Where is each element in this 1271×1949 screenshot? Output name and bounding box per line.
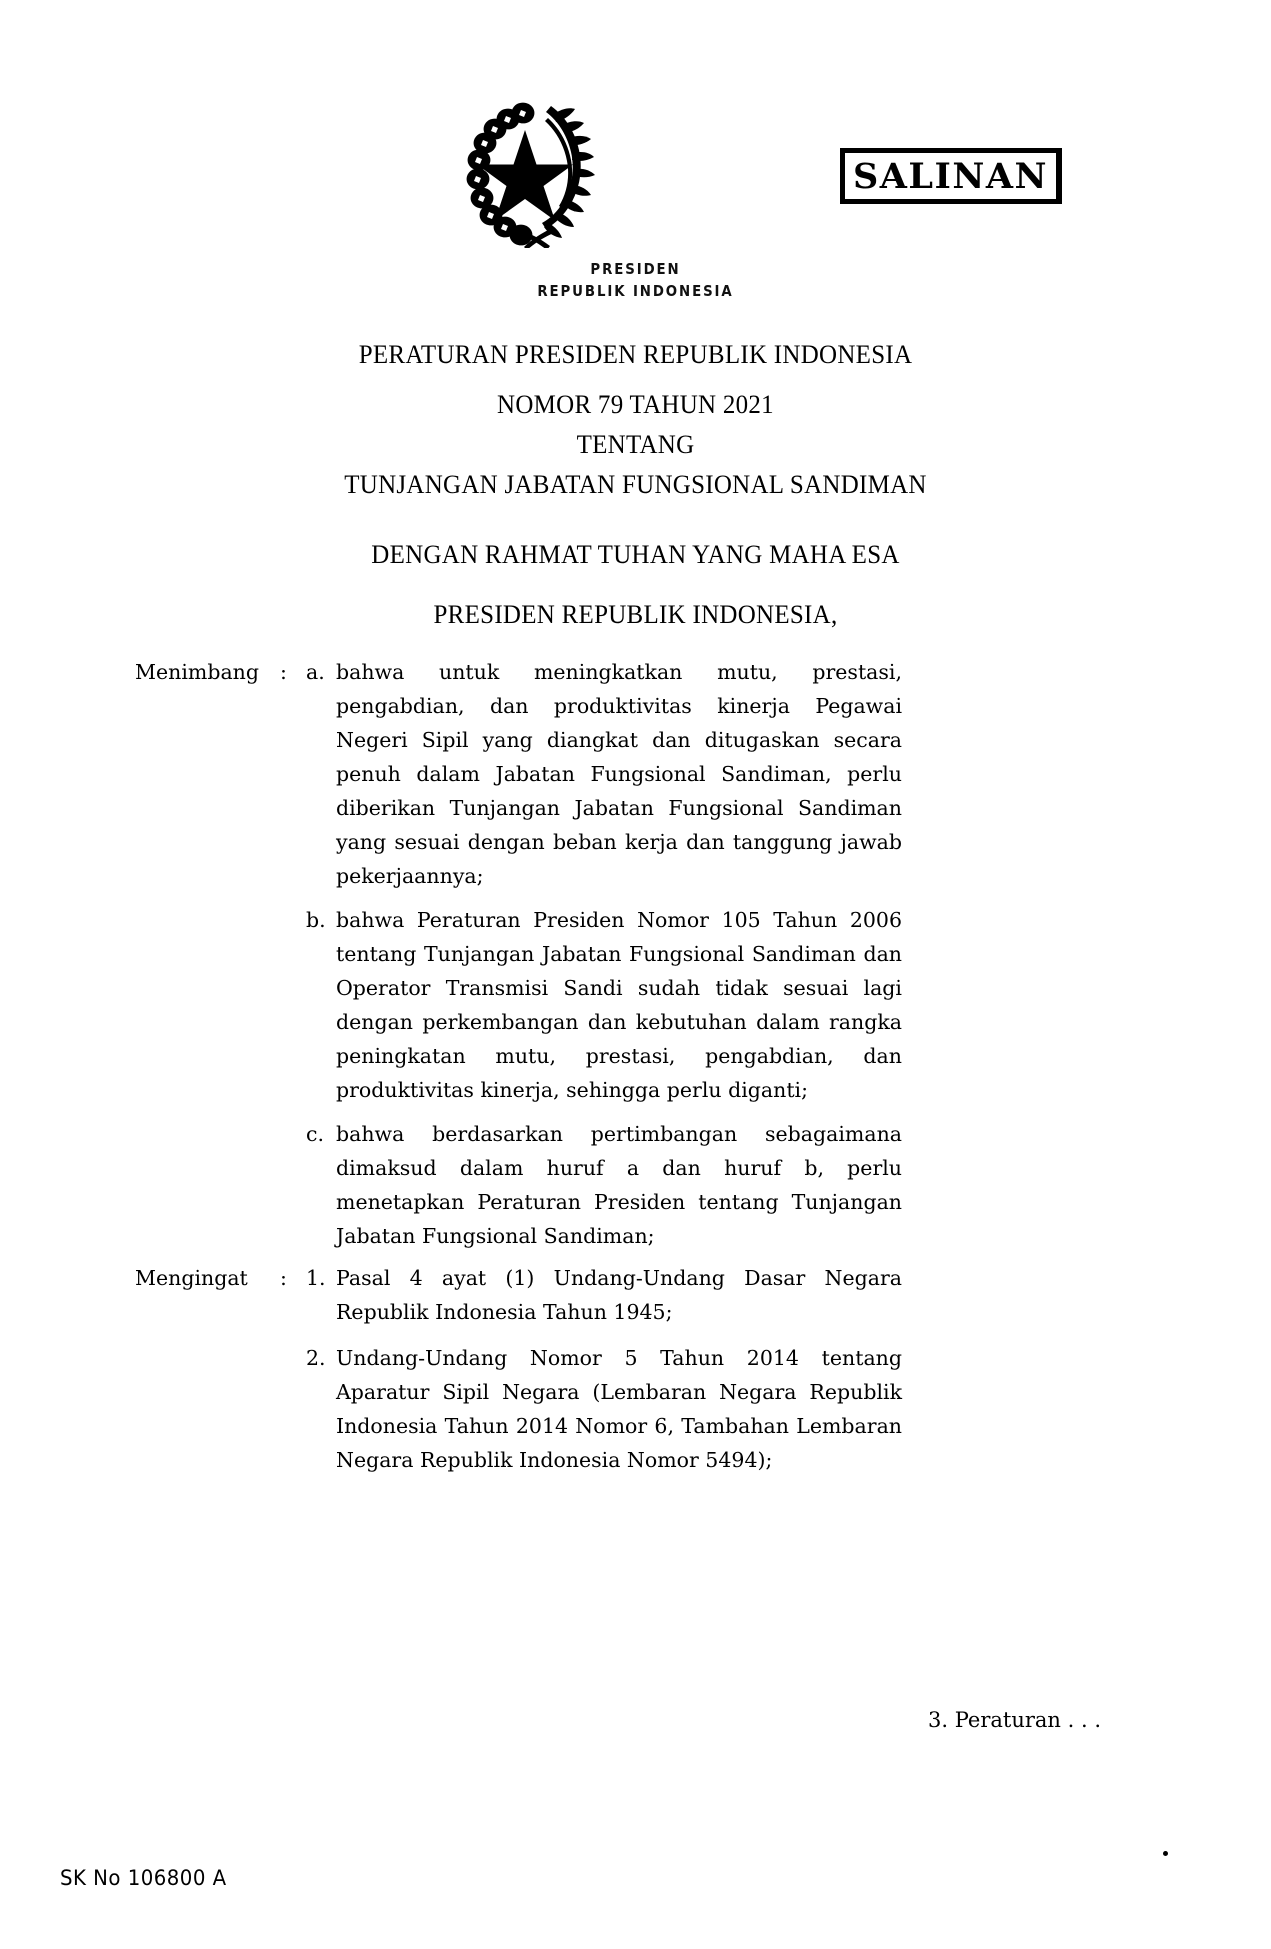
- menimbang-item-c: [306, 1117, 1271, 1253]
- document-masthead: [0, 96, 1271, 326]
- list-marker: 2.: [306, 1346, 326, 1370]
- clause-menimbang: [0, 655, 1271, 893]
- salinan-stamp-box: [840, 148, 1062, 204]
- org-name-line-2: REPUBLIK INDONESIA: [537, 282, 734, 300]
- clause-colon-mengingat: :: [280, 1266, 287, 1290]
- menimbang-item-b: [306, 903, 1271, 1107]
- list-marker: b.: [306, 908, 326, 932]
- presidential-emblem-icon: [455, 96, 595, 248]
- title-line-issuer: PRESIDEN REPUBLIK INDONESIA,: [433, 600, 838, 629]
- clause-mengingat: [0, 1261, 1271, 1329]
- clause-colon-menimbang: :: [280, 660, 287, 684]
- scan-artifact-dot: [1163, 1851, 1168, 1856]
- list-marker: c.: [306, 1122, 324, 1146]
- footer-sk-number: SK No 106800 A: [60, 1866, 227, 1890]
- mengingat-item-2: [306, 1341, 1271, 1477]
- list-item: Undang-Undang Nomor 5 Tahun 2014 tentang Aparatur Sipil Negara (Lembaran Negara Republik Indonesia Tahun 2014 Nomor 6, Tambahan Lembaran Negara Republik Indonesia Nomor 5494);: [336, 1346, 902, 1472]
- title-line-tentang: TENTANG: [576, 430, 695, 459]
- list-marker: 1.: [306, 1266, 326, 1290]
- list-item: bahwa berdasarkan pertimbangan sebagaimana dimaksud dalam huruf a dan huruf b, perlu menetapkan Peraturan Presiden tentang Tunjangan Jabatan Fungsional Sandiman;: [336, 1122, 902, 1248]
- list-item: Pasal 4 ayat (1) Undang-Undang Dasar Negara Republik Indonesia Tahun 1945;: [336, 1266, 902, 1324]
- clause-label-mengingat: Mengingat: [135, 1266, 248, 1290]
- page-continuation-note: 3. Peraturan . . .: [928, 1708, 1101, 1732]
- clause-label-menimbang: Menimbang: [135, 660, 259, 684]
- list-marker: a.: [306, 660, 325, 684]
- title-line-number: NOMOR 79 TAHUN 2021: [497, 390, 774, 419]
- title-line-subject: TUNJANGAN JABATAN FUNGSIONAL SANDIMAN: [344, 470, 927, 499]
- list-item: bahwa untuk meningkatkan mutu, prestasi, pengabdian, dan produktivitas kinerja Pegawai Negeri Sipil yang diangkat dan ditugaskan secara penuh dalam Jabatan Fungsional Sandiman, perlu diberikan Tunjangan Jabatan Fungsional Sandiman yang sesuai dengan beban kerja dan tanggung jawab pekerjaannya;: [336, 660, 902, 888]
- title-line-invocation: DENGAN RAHMAT TUHAN YANG MAHA ESA: [371, 540, 900, 569]
- list-item: bahwa Peraturan Presiden Nomor 105 Tahun 2006 tentang Tunjangan Jabatan Fungsional Sandiman dan Operator Transmisi Sandi sudah tidak sesuai lagi dengan perkembangan dan kebutuhan dalam rangka peningkatan mutu, prestasi, pengabdian, dan produktivitas kinerja, sehingga perlu diganti;: [336, 908, 902, 1102]
- considerans-body: [0, 655, 1271, 1477]
- title-line-regulation: PERATURAN PRESIDEN REPUBLIK INDONESIA: [358, 340, 913, 369]
- salinan-stamp-label: SALINAN: [852, 155, 1049, 197]
- document-title-block: [0, 342, 1271, 628]
- org-name-line-1: PRESIDEN: [590, 260, 681, 278]
